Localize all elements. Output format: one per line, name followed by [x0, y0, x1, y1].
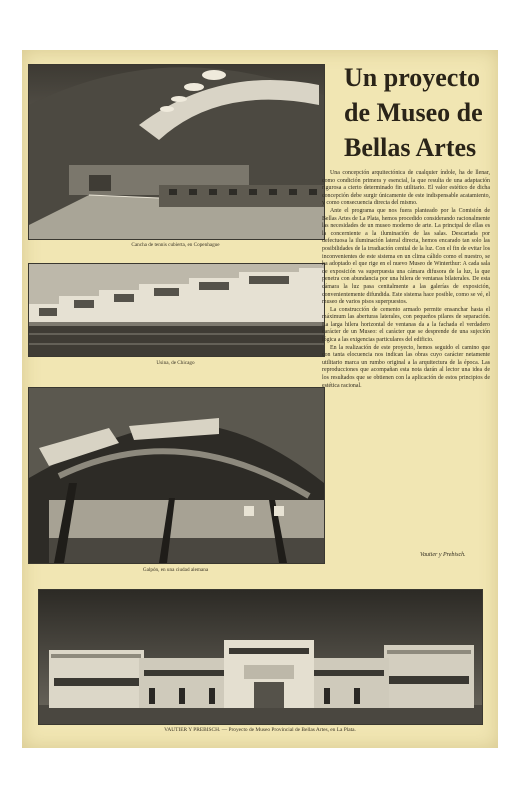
paragraph-1: Una concepción arquitectónica de cualquier índole, ha de llenar, como condición primera y esencial, la que resulta de una adaptación rigurosa a cierto determinado fin utilitario. El valor estético de dicha concepción debe surgir únicamente de este indispensable acatamiento, y como consecuencia directa del mismo. — [322, 170, 490, 207]
title-line-1: Un proyecto — [344, 63, 481, 92]
caption-museum-project: VAUTIER Y PREBISCH. — Proyecto de Museo Provincial de Bellas Artes, en La Plata. — [164, 727, 356, 733]
paragraph-2: Ante el programa que nos fuera planteado por la Comisión de Bellas Artes de La Plata, hemos procedido considerando racionalmente las necesidades de un museo moderno de arte. La principal de ellas es la concerniente a la iluminación de las salas. Descartada por defectuosa la iluminación lateral directa, hemos encarado tan solo las posibilidades de la irradiación cenital de la luz. Con el fin de evitar los inconvenientes de este sistema en un clima cálido como el nuestro, se ha adoptado el que rige en el nuevo Museo de Winterthur: A cada sala de exposición va superpuesta una cámara difusora de la luz, la que penetra con abundancia por una hilera de ventanas bilaterales. De esta cámara la luz pasa cenitalmente a las galerías de exposición, convenientemente difundida. Este sistema hace posible, como se vé, el museo de varios pisos superpuestos. — [322, 207, 490, 306]
article-title — [344, 60, 494, 165]
photo-museum-project — [38, 589, 483, 725]
caption-shed: Galpón, en una ciudad alemana — [142, 567, 209, 573]
paragraph-4: En la realización de este proyecto, hemos seguido el camino que con tanta elocuencia nos indican las obras cuyo carácter netamente utilitario marca un rumbo original a la arquitectura de la época. Las reproducciones que acompañan esta nota darán al lector una idea de los resultados que se obtienen con la aplicación de estos principios de estética racional. — [322, 344, 490, 389]
caption-power-plant: Usina, de Chicago — [156, 360, 195, 366]
title-line-3: Bellas Artes — [344, 133, 477, 162]
caption-tennis-court: Cancha de tennis cubierta, en Copenhague — [131, 242, 220, 248]
paragraph-3: La construcción de cemento armado permite ensanchar hasta el máximum las aberturas laterales, con pequeños pilares de separación. La larga hilera horizontal de ventanas da a la fachada el verdadero carácter de un Museo: el carácter que se desprende de una sujeción lógica a las exigencias particulares del edificio. — [322, 306, 490, 344]
title-line-2: de Museo de — [344, 98, 483, 127]
photo-tennis-court — [28, 64, 325, 240]
article-signature: Vautier y Prebisch. — [420, 552, 466, 558]
photo-power-plant — [28, 263, 325, 357]
article-body — [322, 170, 490, 390]
photo-shed — [28, 387, 325, 564]
